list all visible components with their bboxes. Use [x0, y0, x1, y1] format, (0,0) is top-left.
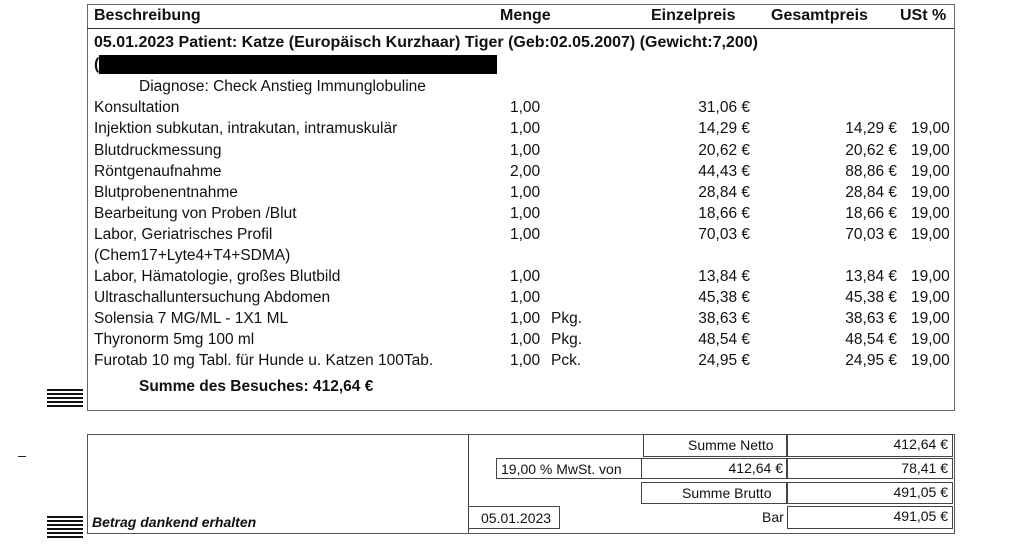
- item-description: Blutdruckmessung: [94, 142, 222, 159]
- item-vat: 19,00: [911, 331, 950, 348]
- item-quantity: 1,00: [510, 226, 541, 243]
- net-label: Summe Netto: [688, 437, 774, 453]
- item-total-price: 70,03 €: [845, 226, 897, 243]
- visit-title-continuation: (: [94, 56, 100, 73]
- item-total-price: 45,38 €: [845, 289, 897, 306]
- item-vat: 19,00: [911, 352, 950, 369]
- item-total-price: 13,84 €: [845, 268, 897, 285]
- col-total-price: Gesamtpreis: [771, 7, 868, 24]
- item-unit-price: 48,54 €: [698, 331, 750, 348]
- payment-value: 491,05 €: [893, 508, 948, 524]
- item-total-price: 18,66 €: [845, 205, 897, 222]
- col-unit-price: Einzelpreis: [651, 7, 736, 24]
- col-quantity: Menge: [500, 7, 551, 24]
- item-description: Furotab 10 mg Tabl. für Hunde u. Katzen 100Tab.: [94, 352, 434, 369]
- item-unit-price: 14,29 €: [698, 120, 750, 137]
- received-label: Betrag dankend erhalten: [92, 514, 257, 530]
- scan-mark: [18, 456, 26, 457]
- item-description: Labor, Hämatologie, großes Blutbild: [94, 268, 341, 285]
- col-description: Beschreibung: [94, 7, 201, 24]
- item-quantity: 1,00: [510, 352, 541, 369]
- redaction-bar: [99, 55, 497, 74]
- item-quantity: 1,00: [510, 99, 541, 116]
- barcode-mark-top: [47, 389, 83, 407]
- item-unit-price: 24,95 €: [698, 352, 750, 369]
- diagnosis: Diagnose: Check Anstieg Immunglobuline: [139, 78, 426, 95]
- item-unit-price: 18,66 €: [698, 205, 750, 222]
- item-vat: 19,00: [911, 226, 950, 243]
- item-quantity: 1,00: [510, 142, 541, 159]
- item-total-price: 24,95 €: [845, 352, 897, 369]
- barcode-mark-bottom: [47, 516, 83, 538]
- item-total-price: 88,86 €: [845, 163, 897, 180]
- item-unit-price: 45,38 €: [698, 289, 750, 306]
- item-quantity: 1,00: [510, 331, 541, 348]
- item-description: Blutprobenentnahme: [94, 184, 238, 201]
- item-total-price: 14,29 €: [845, 120, 897, 137]
- item-description: Konsultation: [94, 99, 180, 116]
- item-description: Röntgenaufnahme: [94, 163, 222, 180]
- header-divider: [87, 28, 954, 29]
- item-vat: 19,00: [911, 205, 950, 222]
- item-description: Injektion subkutan, intrakutan, intramuskulär: [94, 120, 398, 137]
- item-unit-price: 38,63 €: [698, 310, 750, 327]
- item-vat: 19,00: [911, 289, 950, 306]
- vat-value: 78,41 €: [901, 460, 948, 476]
- visit-title: 05.01.2023 Patient: Katze (Europäisch Kurzhaar) Tiger (Geb:02.05.2007) (Gewicht:7,200): [94, 34, 758, 51]
- vat-base: 412,64 €: [728, 460, 783, 476]
- visit-sum: Summe des Besuches: 412,64 €: [139, 378, 374, 395]
- item-description: Solensia 7 MG/ML - 1X1 ML: [94, 310, 289, 327]
- item-unit-price: 13,84 €: [698, 268, 750, 285]
- item-quantity: 1,00: [510, 184, 541, 201]
- item-vat: 19,00: [911, 310, 950, 327]
- item-unit-price: 70,03 €: [698, 226, 750, 243]
- gross-label: Summe Brutto: [682, 485, 772, 501]
- vat-label: 19,00 % MwSt. von: [501, 461, 622, 477]
- gross-value: 491,05 €: [893, 484, 948, 500]
- item-unit-price: 44,43 €: [698, 163, 750, 180]
- item-quantity: 1,00: [510, 268, 541, 285]
- item-description: (Chem17+Lyte4+T4+SDMA): [94, 247, 291, 264]
- item-description: Bearbeitung von Proben /Blut: [94, 205, 297, 222]
- item-unit-price: 28,84 €: [698, 184, 750, 201]
- item-unit: Pkg.: [551, 310, 583, 327]
- item-total-price: 28,84 €: [845, 184, 897, 201]
- item-vat: 19,00: [911, 268, 950, 285]
- item-total-price: 20,62 €: [845, 142, 897, 159]
- payment-date: 05.01.2023: [481, 510, 552, 526]
- item-unit: Pkg.: [551, 331, 583, 348]
- item-description: Thyronorm 5mg 100 ml: [94, 331, 255, 348]
- item-vat: 19,00: [911, 142, 950, 159]
- payment-method: Bar: [762, 509, 784, 525]
- item-quantity: 1,00: [510, 310, 541, 327]
- item-total-price: 48,54 €: [845, 331, 897, 348]
- item-vat: 19,00: [911, 184, 950, 201]
- item-unit: Pck.: [551, 352, 582, 369]
- item-vat: 19,00: [911, 163, 950, 180]
- item-unit-price: 31,06 €: [698, 99, 750, 116]
- item-quantity: 1,00: [510, 205, 541, 222]
- item-quantity: 2,00: [510, 163, 541, 180]
- net-value: 412,64 €: [893, 436, 948, 452]
- item-total-price: 38,63 €: [845, 310, 897, 327]
- col-vat: USt %: [900, 7, 947, 24]
- item-description: Ultraschalluntersuchung Abdomen: [94, 289, 331, 306]
- item-quantity: 1,00: [510, 120, 541, 137]
- item-description: Labor, Geriatrisches Profil: [94, 226, 273, 243]
- item-unit-price: 20,62 €: [698, 142, 750, 159]
- item-vat: 19,00: [911, 120, 950, 137]
- item-quantity: 1,00: [510, 289, 541, 306]
